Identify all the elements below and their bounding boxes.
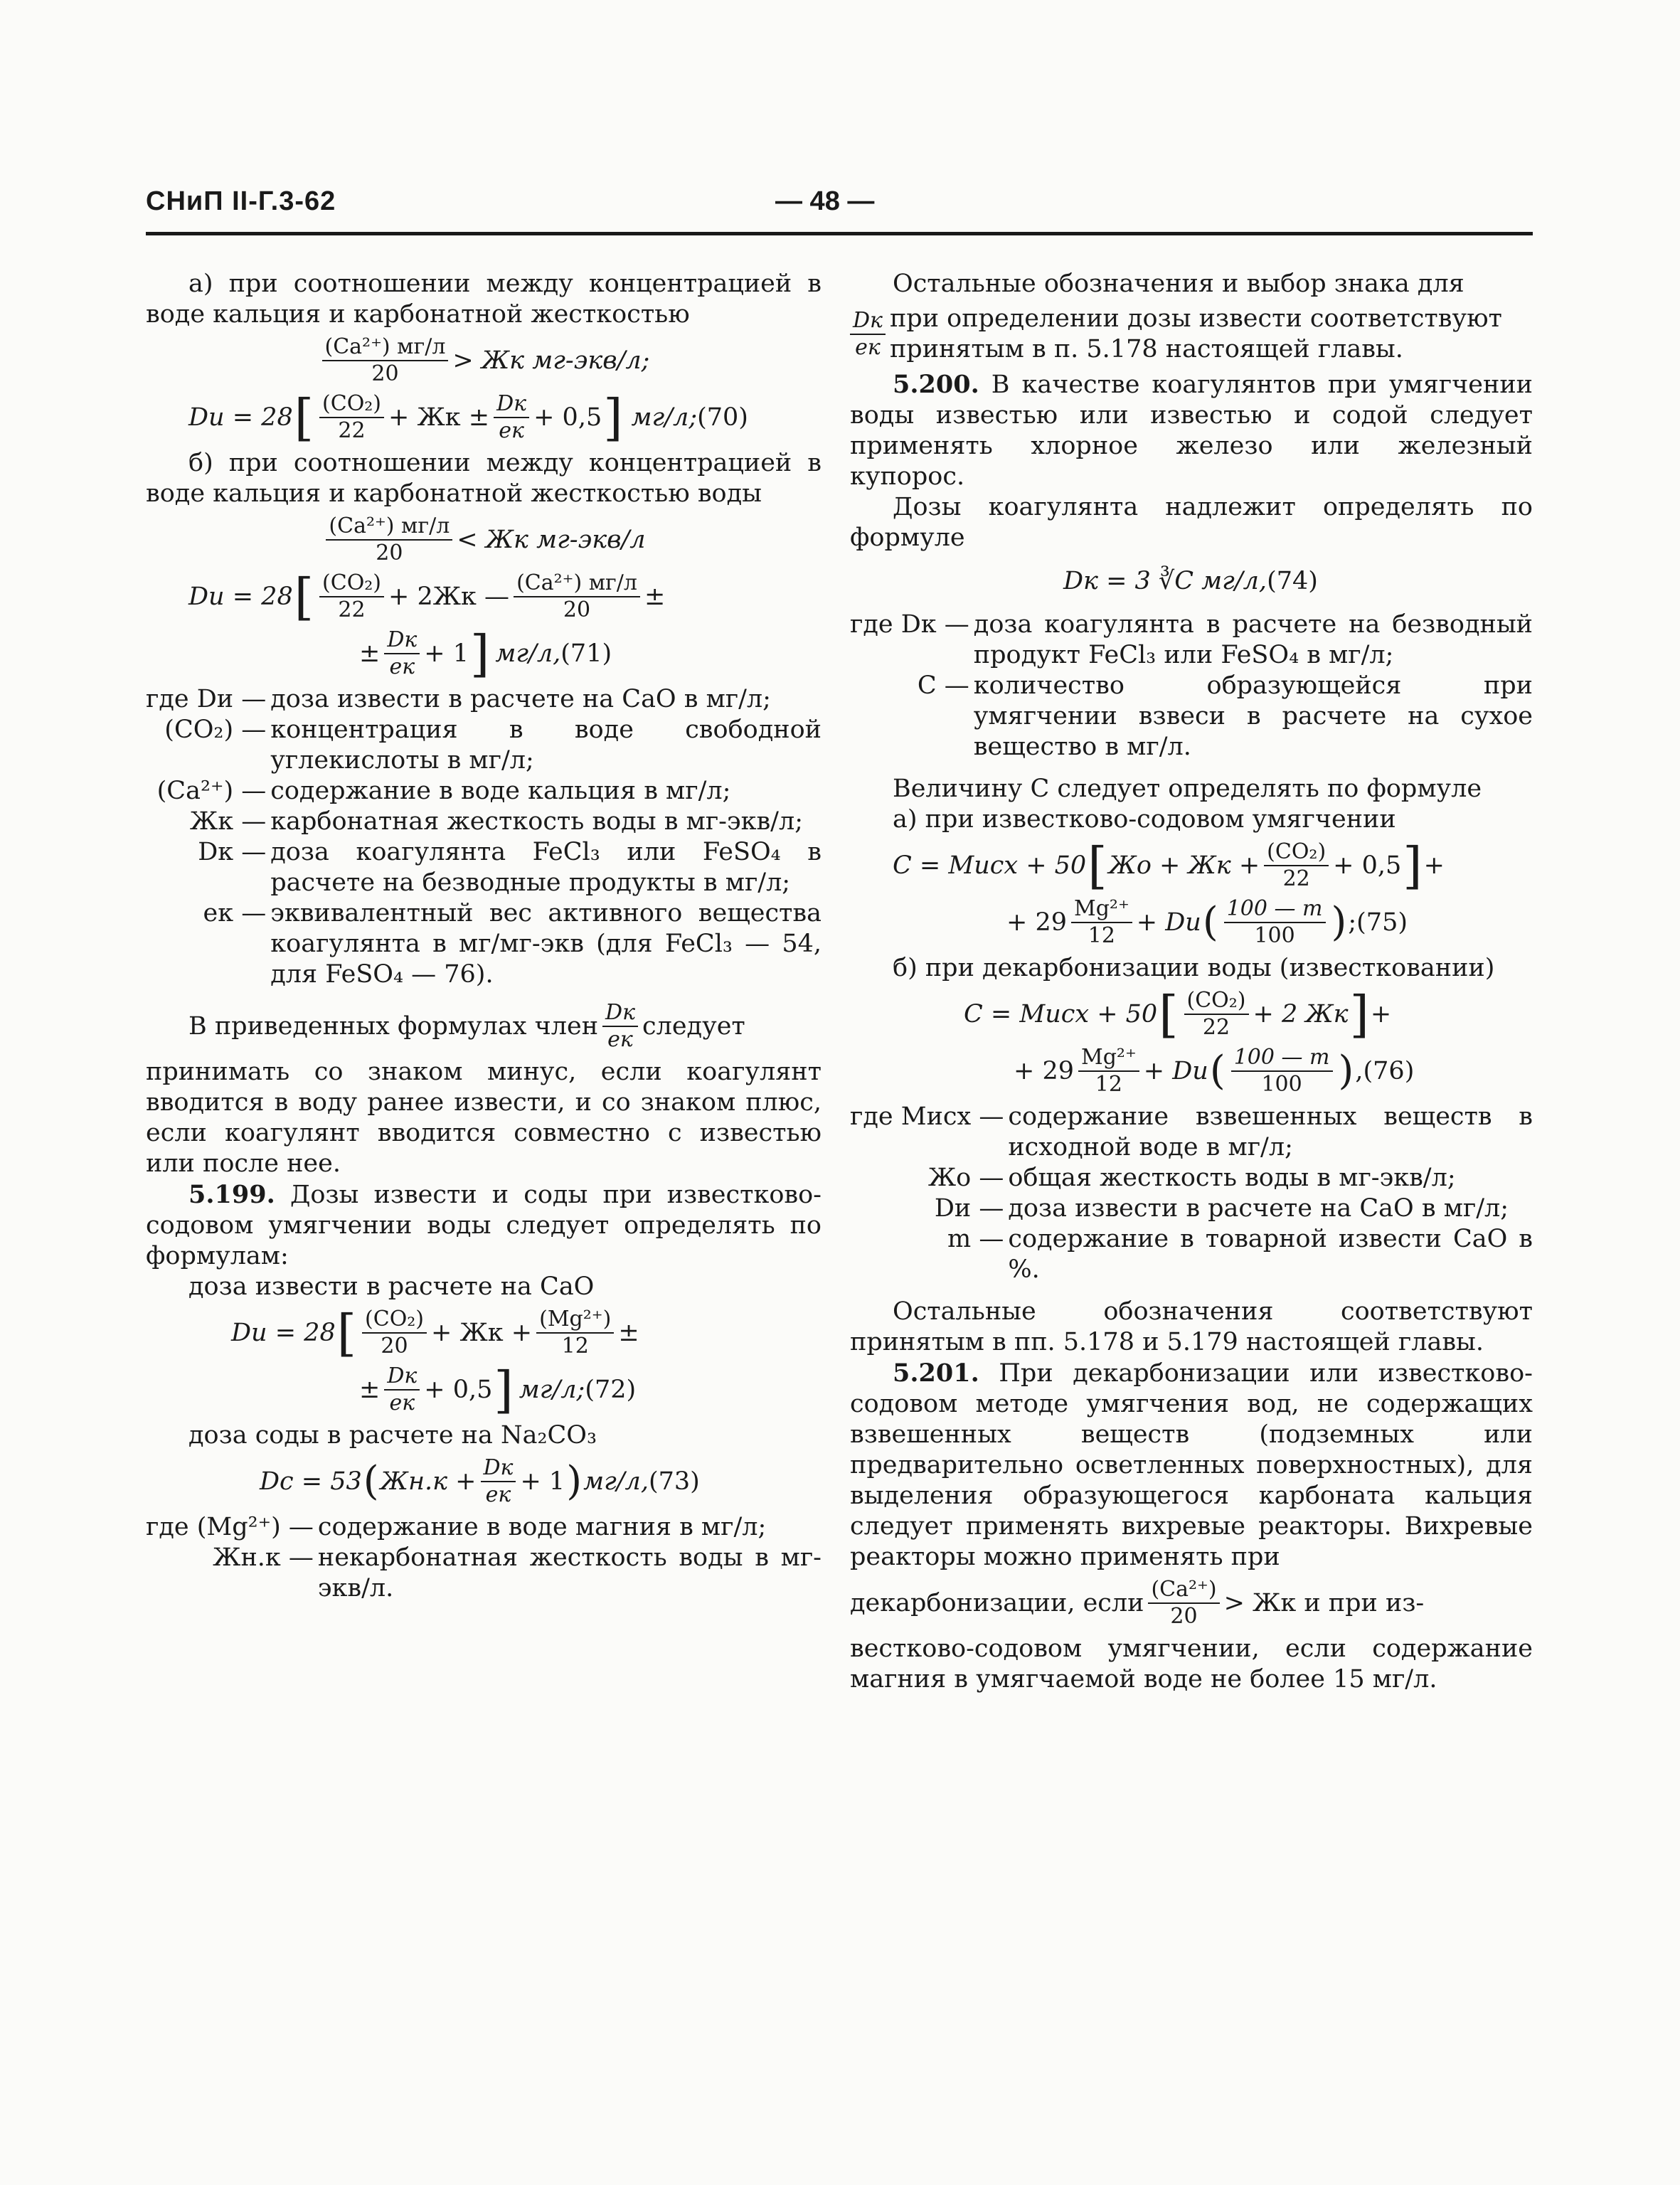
formula-71-line2: ± Dк eк + 1 ] мг/л, (71) (359, 624, 612, 683)
legend-list-2 (146, 1512, 822, 1604)
legend-value: доза извести в расчете на CaO в мг/л; (270, 685, 771, 713)
legend-value: доза коагулянта в расчете на безводный продукт FeCl₃ или FeSO₄ в мг/л; (973, 610, 1533, 669)
header-rule (146, 232, 1533, 235)
formula-76-line2: + 29 Mg²⁺ 12 + Dи ( 100 — m 100 ) , (76) (1014, 1045, 1415, 1097)
page-number: — 48 — (775, 186, 875, 216)
formula-73: Dс = 53 ( Жн.к + Dк eк + 1 ) мг/л, (73) (260, 1455, 700, 1507)
legend-key: Жн.к — (213, 1543, 314, 1572)
paragraph-sign-rule: принимать со знаком минус, если коагулянт вводится в воду ранее извести, и со знаком плюс, если коагулянт вводится совместно с известью или после нее. (146, 1058, 822, 1178)
legend-key: eк — (203, 899, 267, 927)
legend-value: доза извести в расчете на CaO в мг/л; (1008, 1194, 1509, 1223)
formula-71-line1: Dи = 28 [ (CO₂) 22 + 2Жк — (Ca²⁺) мг/л 20 ± (188, 568, 666, 626)
paragraph-b: б) при соотношении между концентрацией в воде кальция и карбонатной жесткостью воды (146, 449, 822, 508)
equation-number: (71) (560, 639, 612, 668)
paragraph-a: а) при соотношении между концентрацией в воде кальция и карбонатной жесткостью (146, 270, 822, 329)
formula-75-line1: C = Mисх + 50 [ Жо + Жк + $\frac{\text{(CO₂)}}{22}$ + 0,5 ] + (893, 836, 1445, 895)
formula-75-line2: + 29 Mg²⁺ 12 + Dи ( 100 — m 100 ) ; (75) (1006, 896, 1408, 948)
condition-2: (Ca²⁺) мг/л 20 < Жк мг-экв/л (146, 514, 822, 566)
document-code: СНиП II-Г.3-62 (146, 186, 336, 216)
equation-number: (70) (697, 403, 748, 432)
legend-key: где Mисх — (850, 1102, 1004, 1131)
equation-number: (74) (1267, 567, 1318, 595)
legend-key: (CO₂) — (164, 716, 267, 744)
legend-key: m — (947, 1225, 1004, 1253)
formula-72-line1: Dи = 28 [ (CO₂) 20 + Жк + $\frac{\text{(Mg²⁺)}}{12}$ ± (231, 1304, 639, 1362)
paragraph-c-value: Величину C следует определять по формуле (893, 775, 1482, 803)
legend-value: содержание взвешенных веществ в исходной воде в мг/л; (1008, 1102, 1533, 1161)
right-column (850, 269, 1533, 1695)
legend-value: содержание в товарной извести CaO в %. (1008, 1225, 1533, 1284)
legend-list-4 (850, 1102, 1533, 1285)
legend-key: где Dк — (850, 610, 969, 639)
paragraph-5-201: 5.201. При декарбонизации или известково-содовом методе умягчения вод, не содержащих взвешенных веществ (подземных или предварительно осветленных поверхностных), для выделения образующегося карбоната кальция следует применять вихревые реакторы. Вихревые реакторы можно применять при (850, 1359, 1533, 1571)
soda-dose-caption: доза соды в расчете на Na₂CO₃ (188, 1421, 597, 1450)
decarbonization-condition: декарбонизации, если (Ca²⁺) 20 > Жк и при из- (850, 1577, 1425, 1629)
legend-key: (Ca²⁺) — (156, 777, 267, 805)
legend-value: эквивалентный вес активного вещества коагулянта в мг/мг-экв (для FeCl₃ — 54, для FeSO₄ — 76). (270, 899, 822, 989)
legend-key: Dк — (198, 838, 267, 866)
equation-number: (75) (1356, 908, 1408, 937)
paragraph-rest-intro: Остальные обозначения и выбор знака для (893, 270, 1464, 298)
formula-70: Dи = 28 [ (CO₂) 22 + Жк ± Dк eк + 0,5 ] мг/л; (70) (188, 388, 748, 447)
legend-value: концентрация в воде свободной углекислоты в мг/л; (270, 716, 822, 775)
legend-value: содержание в воде магния в мг/л; (317, 1513, 767, 1541)
legend-key: Dи — (934, 1194, 1004, 1223)
rest-sentence: Dк eк при определении дозы извести соответствуют принятым в п. 5.178 настоящей главы. (850, 304, 1533, 365)
paragraph-5-199: 5.199. Дозы извести и соды при известково-содовом умягчении воды следует определять по формулам: (146, 1180, 822, 1270)
legend-value: карбонатная жесткость воды в мг-экв/л; (270, 807, 803, 836)
paragraph-coagulant-dose: Дозы коагулянта надлежит определять по формуле (850, 493, 1533, 552)
legend-list-3 (850, 610, 1533, 762)
formula-74: Dк = 3 ∛C мг/л, (74) (1063, 567, 1318, 595)
paragraph-rest-2: Остальные обозначения соответствуют принятым в пп. 5.178 и 5.179 настоящей главы. (850, 1297, 1533, 1356)
legend-key: Жо — (927, 1164, 1004, 1192)
lime-dose-caption: доза извести в расчете на CaO (188, 1272, 595, 1301)
legend-value: некарбонатная жесткость воды в мг-экв/л. (317, 1543, 822, 1602)
legend-value: доза коагулянта FeCl₃ или FeSO₄ в расчете на безводные продукты в мг/л; (270, 838, 822, 897)
legend-key: где (Mg²⁺) — (146, 1513, 314, 1541)
term-sentence: В приведенных формулах член Dк eк следует (188, 1000, 745, 1052)
legend-value: общая жесткость воды в мг-экв/л; (1008, 1164, 1456, 1192)
legend-list-1 (146, 684, 822, 990)
equation-number: (73) (648, 1467, 700, 1496)
legend-value: содержание в воде кальция в мг/л; (270, 777, 731, 805)
equation-number: (72) (585, 1375, 637, 1404)
condition-1: (Ca²⁺) мг/л 20 > Жк мг-экв/л; (146, 334, 822, 387)
equation-number: (76) (1363, 1056, 1415, 1085)
case-a-caption: а) при известково-содовом умягчении (893, 805, 1396, 834)
legend-key: Жк — (189, 807, 267, 836)
formula-72-line2: ± Dк eк + 0,5 ] мг/л; (72) (359, 1361, 637, 1419)
formula-76-line1: C = Mисх + 50 [ (CO₂) 22 + 2 Жк ] + (964, 985, 1392, 1043)
left-column (146, 269, 822, 1607)
fraction: (Ca²⁺) мг/л 20 (322, 334, 449, 387)
paragraph-5-201-end: вестково-содовом умягчении, если содержание магния в умягчаемой воде не более 15 мг/л. (850, 1634, 1533, 1694)
case-b-caption: б) при декарбонизации воды (известковании) (893, 954, 1495, 982)
legend-key: C — (917, 671, 969, 700)
legend-key: где Dи — (146, 685, 267, 713)
legend-value: количество образующейся при умягчении взвеси в расчете на сухое вещество в мг/л. (973, 671, 1533, 761)
paragraph-5-200: 5.200. В качестве коагулянтов при умягчении воды известью или известью и содой следует применять хлорное железо или железный купорос. (850, 370, 1533, 491)
